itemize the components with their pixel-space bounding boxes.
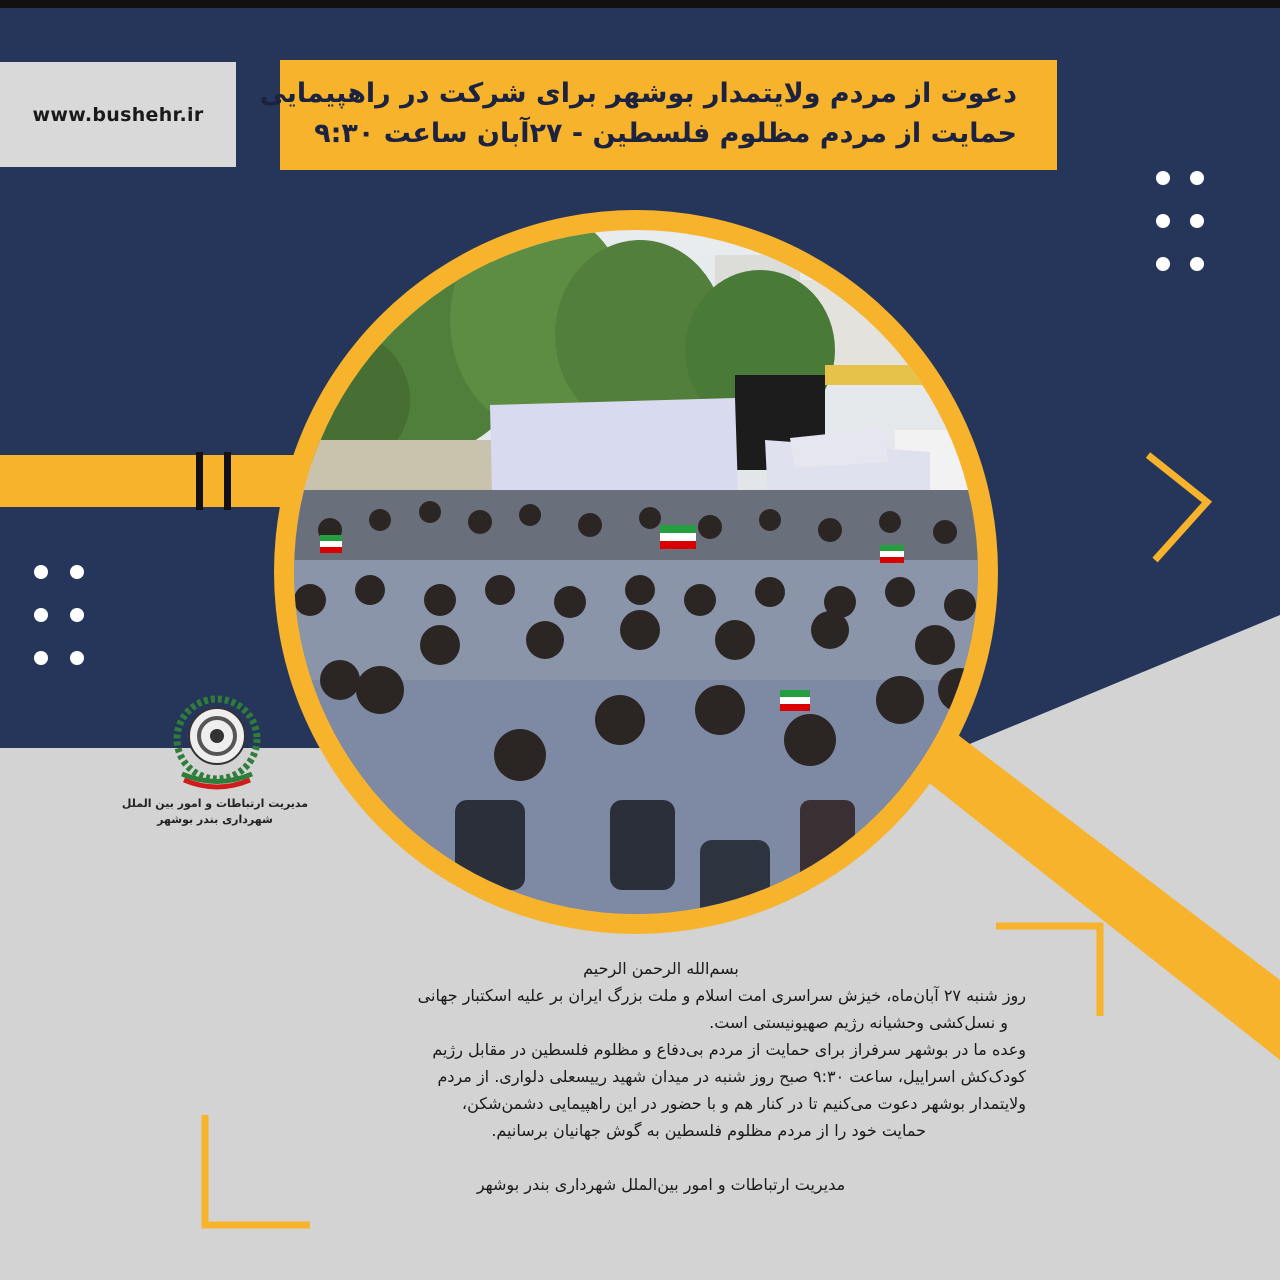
body-line-3: وعده ما در بوشهر سرفراز برای حمایت از مردم بی‌دفاع و مظلوم فلسطین در مقابل رژیم xyxy=(432,1040,1026,1059)
logo-caption-line-2: شهرداری بندر بوشهر xyxy=(157,813,273,826)
body-line-4: کودک‌کش اسراییل، ساعت ۹:۳۰ صبح روز شنبه در میدان شهید رییسعلی دلواری. از مردم xyxy=(437,1067,1026,1086)
signature: مدیریت ارتباطات و امور بین‌الملل شهرداری بندر بوشهر xyxy=(476,1175,846,1194)
announcement-text xyxy=(296,955,1026,1198)
blessing: بسم‌الله الرحمن الرحیم xyxy=(583,959,739,978)
headline-line-2: حمایت از مردم مظلوم فلسطین - ۲۷آبان ساعت ۹:۳۰ xyxy=(314,118,1017,149)
headline-line-1: دعوت از مردم ولایتمدار بوشهر برای شرکت در راهپیمایی xyxy=(259,78,1017,109)
body-line-2: و نسل‌کشی وحشیانه رژیم صهیونیستی است. xyxy=(709,1013,1008,1032)
body-line-5: ولایتمدار بوشهر دعوت می‌کنیم تا در کنار هم و با حضور در این راهپیمایی دشمن‌شکن، xyxy=(461,1094,1026,1113)
logo-caption xyxy=(110,796,320,828)
logo-caption-line-1: مدیریت ارتباطات و امور بین الملل xyxy=(121,797,309,810)
body-line-1: روز شنبه ۲۷ آبان‌ماه، خیزش سراسری امت اسلام و ملت بزرگ ایران بر علیه اسکتبار جهانی xyxy=(417,986,1026,1005)
municipality-logo-icon xyxy=(162,694,272,794)
website-url: www.bushehr.ir xyxy=(32,103,204,126)
body-line-6: حمایت خود را از مردم مظلوم فلسطین به گوش جهانیان برسانیم. xyxy=(491,1121,926,1140)
